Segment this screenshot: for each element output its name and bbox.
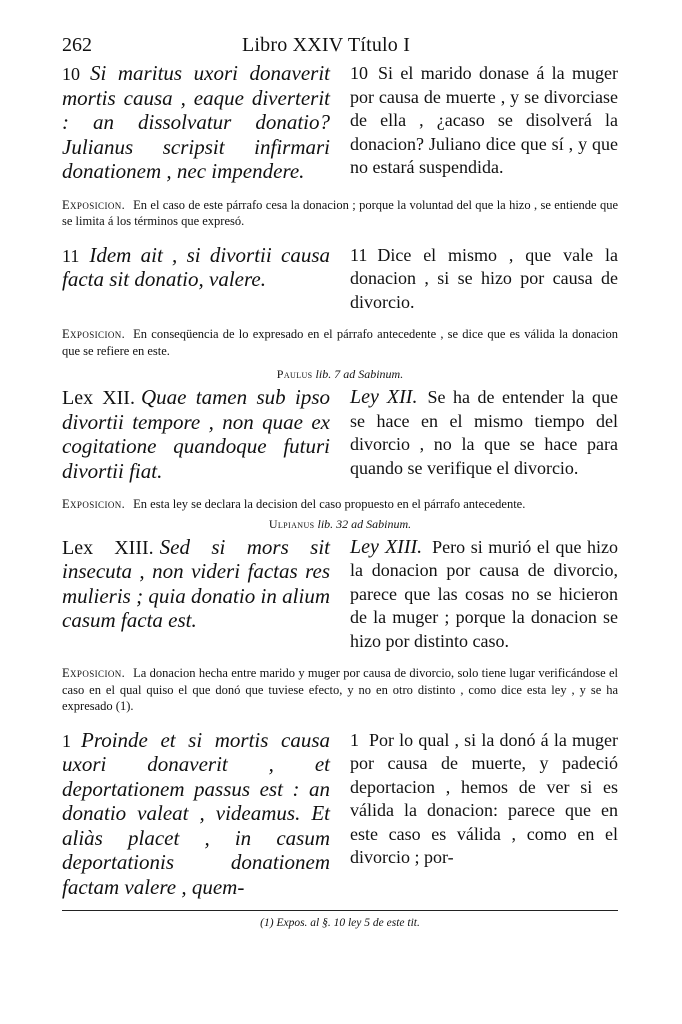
latin-text: Quae tamen sub ipso divortii tempore , non quae ex cogitatione quandoque futuri divortii fiat. <box>62 385 330 483</box>
section-10 <box>62 62 618 230</box>
latin-text: Si maritus uxori donaverit mortis causa , eaque diverterit : an dissolvatur donatio? Julianus scripsit infirmari donationem , nec impendere. <box>62 61 330 183</box>
source-citation <box>62 517 618 532</box>
exposicion <box>62 665 618 715</box>
spanish-column <box>350 729 618 901</box>
latin-column <box>62 729 330 901</box>
exposicion-text: En conseqüencia de lo expresado en el párrafo antecedente , se dice que es válida la donacion que se refiere en este. <box>62 327 618 358</box>
latin-text: Sed si mors sit insecuta , non videri factas res mulieris ; quia donatio in alium casum facta est. <box>62 534 330 632</box>
latin-column <box>62 536 330 654</box>
spanish-text: Si el marido donase á la muger por causa de muerte , y se divorciase de ella , ¿acaso se disolverá la donacion? Juliano dice que sí , y que no estará suspendida. <box>350 63 618 177</box>
spanish-text: Se ha de entender la que se hace en el mismo tiempo del divorcio , no la que se hace para quando se verifique el divorcio. <box>350 387 619 478</box>
footnote: (1) Expos. al §. 10 ley 5 de este tit. <box>260 917 420 929</box>
latin-column <box>62 62 330 185</box>
page-header <box>62 28 618 58</box>
section-lex-13 <box>62 517 618 715</box>
spanish-column <box>350 536 618 654</box>
source-reference: lib. 32 ad Sabinum. <box>317 516 412 531</box>
section-1 <box>62 729 618 901</box>
latin-text: Proinde et si mortis causa uxori donaverit , et deportationem passus est : an donatio valeat , videamus. Et aliàs placet , in casum deportationis donationem factam valere , quem- <box>62 727 330 899</box>
source-reference: lib. 7 ad Sabinum. <box>315 367 404 381</box>
paragraph-number: 10 <box>350 63 368 83</box>
paragraph-number: 1 <box>62 730 71 751</box>
paragraph-number: 10 <box>62 64 80 84</box>
running-title: Libro XXIV Título I <box>242 34 411 56</box>
paragraph-number: 1 <box>350 729 359 750</box>
spanish-column <box>350 386 618 484</box>
exposicion-label: Exposicion. <box>62 497 126 511</box>
exposicion <box>62 496 618 513</box>
ley-heading: Ley XII. <box>350 386 418 408</box>
page-number: 262 <box>62 34 92 56</box>
exposicion <box>62 197 618 230</box>
lex-heading: Lex XII. <box>62 387 135 409</box>
exposicion-label: Exposicion. <box>62 327 126 341</box>
exposicion-text: La donacion hecha entre marido y muger por causa de divorcio, solo tiene lugar verificándose el caso en el qual quiso el que donó que tuviese efecto, y no en otro distinto , como dice esta ley , y se ha expresado (1). <box>62 666 618 713</box>
latin-text: Idem ait , si divortii causa facta sit donatio, valere. <box>62 242 330 291</box>
exposicion-label: Exposicion. <box>62 666 126 680</box>
paragraph-number: 11 <box>62 245 80 266</box>
source-citation <box>62 367 618 382</box>
spanish-column <box>350 244 618 315</box>
exposicion <box>62 326 618 359</box>
spanish-column <box>350 62 618 185</box>
source-author: Ulpianus <box>268 516 315 531</box>
exposicion-label: Exposicion. <box>62 197 126 212</box>
section-11 <box>62 244 618 360</box>
paragraph-number: 11 <box>350 244 368 265</box>
source-author: Paulus <box>276 367 313 381</box>
spanish-text: Pero si murió el que hizo la donacion por causa de divorcio, parece que las cosas no se hicieron de la muger ; porque la donacion se hizo por distinto caso. <box>350 536 618 651</box>
page <box>62 28 618 929</box>
lex-heading: Lex XIII. <box>62 536 154 559</box>
exposicion-text: En esta ley se declara la decision del caso propuesto en el párrafo antecedente. <box>133 497 526 511</box>
ley-heading: Ley XIII. <box>350 535 423 558</box>
spanish-text: Por lo qual , si la donó á la muger por causa de muerte, y padeció deportacion , hemos de ver si es válida la donacion: parece que en este caso es válida , como en el divorcio ; por- <box>350 729 618 867</box>
latin-column <box>62 386 330 484</box>
latin-column <box>62 244 330 315</box>
footnote-divider <box>62 910 618 911</box>
spanish-text: Dice el mismo , que vale la donacion , si se hizo por causa de divorcio. <box>350 244 618 312</box>
section-lex-12 <box>62 367 618 513</box>
exposicion-text: En el caso de este párrafo cesa la donacion ; porque la voluntad del que la hizo , se entiende que se limita á los términos que expresó. <box>62 197 618 228</box>
